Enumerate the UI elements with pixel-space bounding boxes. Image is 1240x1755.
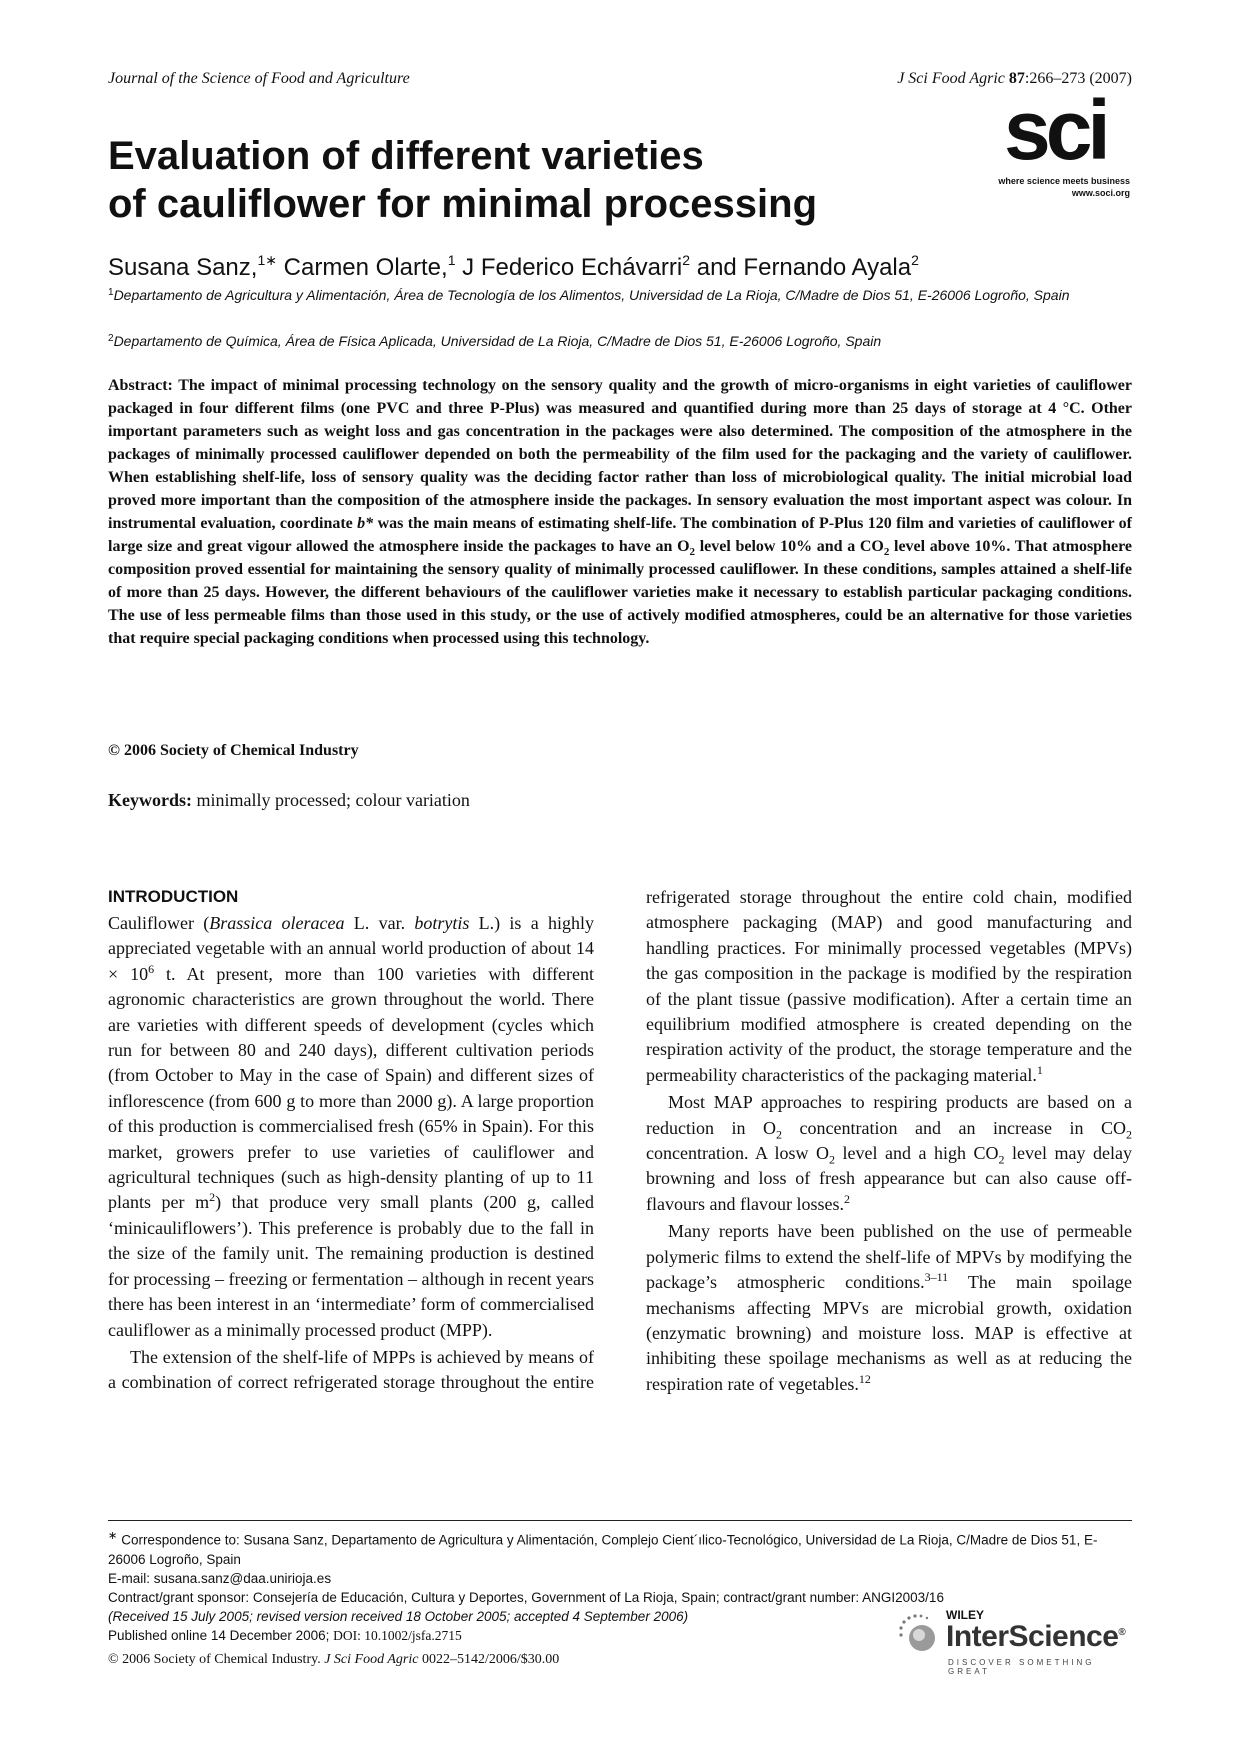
author-4-sup: 2 — [911, 252, 919, 268]
affiliation-1-num: 1 — [108, 287, 114, 298]
keywords-text: minimally processed; colour variation — [192, 790, 470, 810]
section-heading-introduction: INTRODUCTION — [108, 887, 239, 906]
sci-logo-tagline-text: where science meets business — [998, 176, 1130, 186]
intro-p1-a: Cauliflower ( — [108, 913, 210, 933]
intro-p3-a: Most MAP approaches to respiring products are based on a reduction in O — [646, 1092, 1132, 1138]
abstract-sub-2: 2 — [883, 546, 890, 559]
citation-pages: :266–273 (2007) — [1024, 70, 1132, 87]
footnote-email: E-mail: susana.sanz@daa.unirioja.es — [108, 1570, 332, 1586]
intro-p2-sup: 1 — [1036, 1062, 1043, 1077]
paper-title — [108, 132, 988, 228]
title-line-1: Evaluation of different varieties — [108, 134, 704, 178]
footnote-doi: DOI: 10.1002/jsfa.2715 — [333, 1627, 462, 1643]
footnote-copyright — [108, 1650, 559, 1670]
wiley-wordmark: WILEY — [946, 1608, 984, 1622]
wiley-interscience-logo — [898, 1604, 1138, 1680]
author-1-sup: 1∗ — [257, 252, 277, 268]
interscience-text: InterScience — [946, 1620, 1119, 1653]
column-right — [646, 885, 1132, 1397]
intro-p3-sub2: 2 — [1126, 1127, 1132, 1142]
intro-p2-text-left: The extension of the shelf-life of MPPs is achieved by means of a combination of correct refrigerated storage throughout the entire — [108, 1346, 594, 1393]
footnote-correspondence-mark: ∗ — [108, 1530, 118, 1542]
interscience-wordmark — [946, 1620, 1125, 1654]
intro-paragraph-3 — [646, 1090, 1132, 1217]
author-2-sup: 1 — [447, 252, 456, 268]
keywords-label: Keywords: — [108, 790, 192, 810]
journal-name: Journal of the Science of Food and Agriculture — [108, 70, 410, 87]
column-left — [108, 885, 594, 1396]
intro-p4-sup1: 3–11 — [924, 1270, 949, 1285]
intro-p4-a: Many reports have been published on the use of permeable polymeric films to extend the shelf-life of MPVs by modifying the package’s atmospheric conditions. — [646, 1221, 1132, 1293]
author-3-sup: 2 — [682, 252, 691, 268]
intro-paragraph-2 — [108, 1345, 594, 1396]
footnote-copyright-a: © 2006 Society of Chemical Industry. — [108, 1652, 325, 1667]
intro-p1-sup2: 2 — [209, 1190, 216, 1205]
affiliation-2-num: 2 — [108, 333, 114, 344]
abstract-part-4: level above 10%. That atmosphere composition proved essential for maintaining the sensory quality of minimally processed cauliflower. In these conditions, samples attained a shelf-life of more than 25 days. However, the different behaviours of the cauliflower varieties make it necessary to establish particular packaging conditions. The use of less permeable films than those used in this study, or the use of actively modified atmospheres, could be an alternative for those varieties that require special packaging conditions when processed using this technology. — [108, 538, 1132, 647]
footnote-copyright-b: 0022–5142/2006/$30.00 — [418, 1652, 560, 1667]
wiley-tagline: DISCOVER SOMETHING GREAT — [948, 1658, 1095, 1676]
intro-p1-d: t. At present, more than 100 varieties with different agronomic characteristics are grown throughout the world. There are varieties with different speeds of development (cycles which run for between 80 and 240 days), different cultivation periods (from October to May in the case of Spain) and different sizes of inflorescence (from 600 g to more than 2000 g). A large proportion of this production is commercialised fresh (65% in Spain). For this market, growers prefer to use varieties of cauliflower and agricultural techniques (such as high-density planting of up to 11 plants per m — [108, 963, 594, 1213]
abstract-b-star: b* — [357, 515, 374, 532]
intro-paragraph-1 — [108, 911, 594, 1343]
abstract-copyright: © 2006 Society of Chemical Industry — [108, 742, 359, 759]
abstract — [108, 374, 1132, 650]
intro-p1-sup: 6 — [148, 961, 155, 976]
intro-p1-species: Brassica oleracea — [209, 913, 345, 933]
author-3: J Federico Echávarri — [462, 254, 683, 281]
citation-volume: 87 — [1008, 70, 1025, 87]
affiliation-2 — [108, 328, 1128, 352]
abstract-part-3: level below 10% and a CO — [695, 538, 884, 555]
intro-p3-b: concentration and an increase in CO — [782, 1117, 1126, 1138]
intro-p3-sub4: 2 — [998, 1152, 1005, 1167]
footnote-published-text: Published online 14 December 2006; — [108, 1627, 334, 1643]
abstract-part-2: was the main means of estimating shelf-life. The combination of P-Plus 120 film and varieties of cauliflower of large size and great vigour allowed the atmosphere inside the packages to have an O — [108, 515, 1132, 555]
intro-p4-b: The main spoilage mechanisms affecting MPVs are microbial growth, oxidation (enzymatic browning) and moisture loss. MAP is effective at inhibiting these spoilage mechanisms as well as at reducing the respiration rate of vegetables. — [646, 1272, 1132, 1394]
author-2: Carmen Olarte, — [283, 254, 448, 281]
affiliation-2-text: Departamento de Química, Área de Física Aplicada, Universidad de La Rioja, C/Madre de Dios 51, E-26006 Logroño, Spain — [113, 333, 882, 349]
keywords — [108, 788, 470, 812]
running-header — [108, 70, 1132, 94]
intro-p2-continued-text: refrigerated storage throughout the entire cold chain, modified atmosphere packaging (MAP) and good manufacturing and handling practices. For minimally processed vegetables (MPVs) the gas composition in the package is modified by the respiration of the plant tissue (passive modification). After a certain time an equilibrium modified atmosphere is created depending on the respiration activity of the product, the storage temperature and the permeability characteristics of the packaging material. — [646, 887, 1132, 1085]
footnote-divider — [108, 1520, 1132, 1521]
abstract-sub-1: 2 — [689, 546, 696, 559]
sci-logo-url: www.soci.org — [1071, 188, 1130, 198]
intro-p3-c: concentration. A losw O — [646, 1143, 829, 1164]
author-list — [108, 245, 1108, 283]
wiley-globe-icon — [898, 1612, 942, 1656]
intro-p3-sub3: 2 — [829, 1152, 835, 1167]
intro-paragraph-4 — [646, 1219, 1132, 1397]
intro-p1-variety: botrytis — [414, 913, 470, 933]
author-1: Susana Sanz, — [108, 254, 258, 281]
title-line-2: of cauliflower for minimal processing — [108, 182, 818, 226]
sci-logo-tagline — [998, 175, 1130, 199]
intro-p3-sup: 2 — [843, 1191, 850, 1206]
intro-paragraph-2-continued — [646, 885, 1132, 1088]
intro-p1-b: L. var. — [344, 913, 415, 933]
footnote-correspondence-text: Correspondence to: Susana Sanz, Departamento de Agricultura y Alimentación, Complejo Cient´ılico-Tecnológico, Universidad de La Rioja, C/Madre de Dios 51, E-26006 Logroño, Spain — [108, 1532, 1098, 1567]
intro-p3-sub1: 2 — [776, 1127, 783, 1142]
sci-logo — [968, 83, 1134, 204]
author-4: and Fernando Ayala — [696, 254, 912, 281]
abstract-part-1: Abstract: The impact of minimal processing technology on the sensory quality and the growth of micro-organisms in eight varieties of cauliflower packaged in four different films (one PVC and three P-Plus) was measured and quantified during more than 25 days of storage at 4 °C. Other important parameters such as weight loss and gas concentration in the packages were also determined. The composition of the atmosphere in the packages of minimally processed cauliflower depended on both the permeability of the film used for the packaging and the variety of cauliflower. When establishing shelf-life, loss of sensory quality was the deciding factor rather than loss of microbiological quality. The initial microbial load proved more important than the composition of the atmosphere inside the packages. In sensory evaluation the most important aspect was colour. In instrumental evaluation, coordinate — [108, 377, 1132, 532]
affiliation-1 — [108, 282, 1128, 306]
footnote-received: (Received 15 July 2005; revised version received 18 October 2005; accepted 4 September 2006) — [108, 1608, 689, 1624]
interscience-registered: ® — [1118, 1627, 1126, 1638]
affiliation-1-text: Departamento de Agricultura y Alimentación, Área de Tecnología de los Alimentos, Universidad de La Rioja, C/Madre de Dios 51, E-26006 Logroño, Spain — [113, 287, 1070, 303]
intro-p3-d: level and a high CO — [835, 1143, 999, 1164]
footnote-grant: Contract/grant sponsor: Consejería de Educación, Cultura y Deportes, Government of La Rioja, Spain; contract/grant number: ANGI2003/16 — [108, 1589, 944, 1605]
intro-p4-sup2: 12 — [858, 1371, 871, 1386]
sci-logo-word: sci — [1004, 83, 1106, 177]
footnote-correspondence — [108, 1527, 1132, 1569]
citation-journal: J Sci Food Agric — [897, 70, 1005, 87]
intro-p3-e: level may delay browning and loss of fresh appearance but can also cause off-flavours and flavour losses. — [646, 1143, 1132, 1214]
intro-p1-c: L.) is a highly appreciated vegetable with an annual world production of about 14 × 10 — [108, 913, 594, 984]
footnote-copyright-journal: J Sci Food Agric — [324, 1652, 419, 1667]
intro-p1-e: ) that produce very small plants (200 g, called ‘minicauliflowers’). This preference is probably due to the fall in the size of the family unit. The remaining production is destined for processing – freezing or fermentation – although in recent years there has been interest in an ‘intermediate’ form of commercialised cauliflower as a minimally processed product (MPP). — [108, 1192, 594, 1340]
